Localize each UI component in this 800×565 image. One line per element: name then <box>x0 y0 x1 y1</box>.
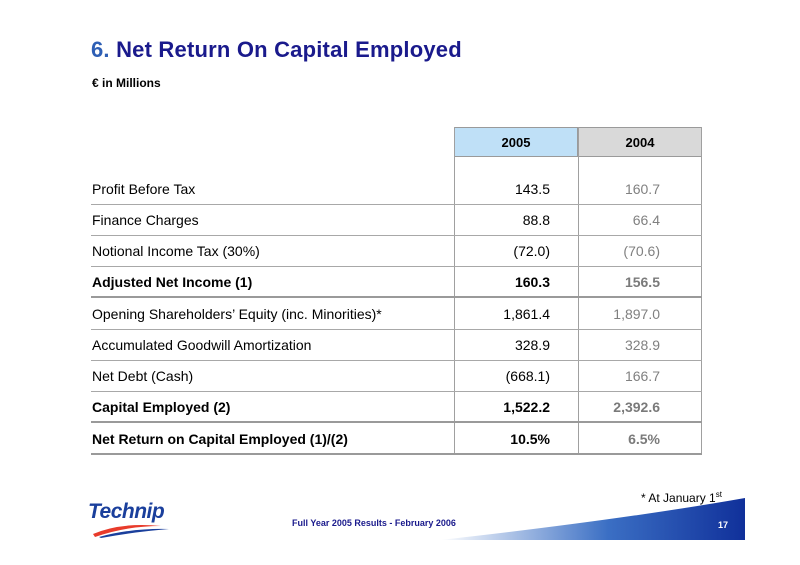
row-label: Opening Shareholders’ Equity (inc. Minorities)* <box>92 306 382 322</box>
row-label: Net Return on Capital Employed (1)/(2) <box>92 430 348 447</box>
row-label: Capital Employed (2) <box>92 398 231 415</box>
logo-text: Technip <box>88 500 165 523</box>
value-2005: (72.0) <box>513 243 550 259</box>
page-number: 17 <box>718 520 729 530</box>
row-label: Accumulated Goodwill Amortization <box>92 337 312 353</box>
value-2005: 1,861.4 <box>503 306 550 322</box>
table-row-total <box>91 424 702 455</box>
value-2005: (668.1) <box>505 368 550 384</box>
table-row-total <box>91 267 702 298</box>
table-row <box>91 174 702 205</box>
value-2004: 160.7 <box>624 181 660 197</box>
value-2005: 1,522.2 <box>503 398 550 415</box>
value-2004: 156.5 <box>624 273 660 290</box>
table-row <box>91 205 702 236</box>
table-row <box>91 236 702 267</box>
row-label: Net Debt (Cash) <box>92 368 194 384</box>
table-row <box>91 299 702 330</box>
technip-logo <box>88 500 164 524</box>
value-2005: 143.5 <box>514 181 550 197</box>
value-2004: 328.9 <box>624 337 660 353</box>
footnote-text: * At January 1 <box>641 491 716 505</box>
value-2004: 6.5% <box>628 430 660 447</box>
page-title <box>91 37 462 63</box>
value-2004: 2,392.6 <box>613 398 660 415</box>
logo-stripes-icon <box>91 524 171 538</box>
value-2005: 10.5% <box>510 430 550 447</box>
section-number: 6. <box>91 37 110 62</box>
column-header-2004: 2004 <box>578 127 702 157</box>
footnote-superscript: st <box>715 490 722 499</box>
table-row <box>91 330 702 361</box>
value-2005: 160.3 <box>514 273 550 290</box>
table-row-total <box>91 392 702 423</box>
column-header-2005: 2005 <box>454 127 578 157</box>
value-2004: 166.7 <box>624 368 660 384</box>
value-2005: 88.8 <box>522 212 550 228</box>
row-label: Profit Before Tax <box>92 181 196 197</box>
value-2004: 1,897.0 <box>613 306 660 322</box>
row-label: Notional Income Tax (30%) <box>92 243 260 259</box>
footer-text: Full Year 2005 Results - February 2006 <box>292 518 456 528</box>
value-2004: 66.4 <box>632 212 660 228</box>
table-row <box>91 361 702 392</box>
row-label: Adjusted Net Income (1) <box>92 273 253 290</box>
title-text: Net Return On Capital Employed <box>116 37 462 62</box>
value-2005: 328.9 <box>514 337 550 353</box>
subtitle: € in Millions <box>92 76 161 90</box>
value-2004: (70.6) <box>623 243 660 259</box>
row-label: Finance Charges <box>92 212 199 228</box>
